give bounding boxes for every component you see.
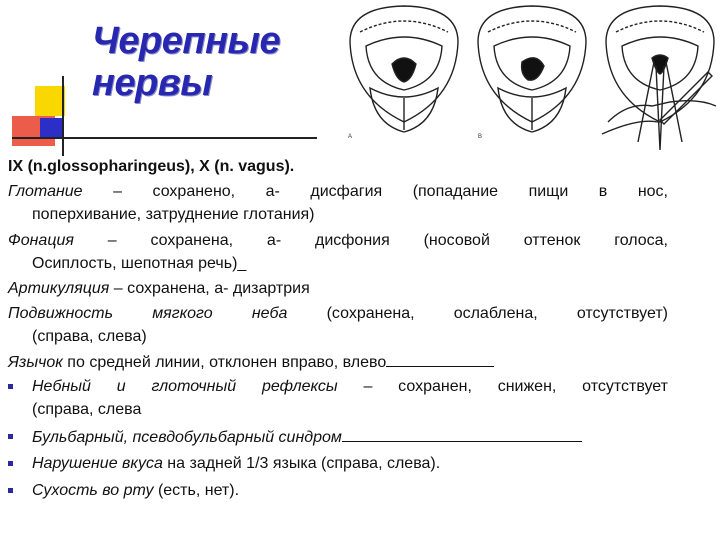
decor-vertical-line	[62, 76, 64, 156]
articulation-line	[8, 279, 310, 299]
uvula-text: по средней линии, отклонен вправо, влево	[62, 354, 387, 371]
slide-title	[92, 20, 280, 104]
articulation-term: Артикуляция	[8, 280, 110, 297]
palate-term: Подвижность мягкого неба	[8, 305, 288, 322]
swallow-line	[8, 182, 668, 202]
mouth-figure-b	[478, 6, 586, 132]
phonation-cont: Осиплость, шепотная речь)_	[32, 255, 247, 272]
dryness-term: Сухость во рту	[32, 482, 154, 499]
swallow-cont: поперхивание, затруднение глотания)	[32, 206, 315, 223]
bullet-marker	[8, 461, 13, 466]
reflexes-term: Небный и глоточный рефлексы	[32, 378, 338, 395]
bulbar-blank	[342, 427, 582, 442]
uvula-blank	[386, 352, 494, 367]
reflexes-line	[32, 377, 668, 397]
swallow-term: Глотание	[8, 183, 83, 200]
bulbar-term: Бульбарный, псевдобульбарный синдром	[32, 429, 342, 446]
bullet-marker	[8, 488, 13, 493]
taste-text: на задней 1/3 языка (справа, слева).	[162, 455, 441, 472]
dryness-line	[32, 481, 239, 501]
uvula-term: Язычок	[8, 354, 63, 371]
swallow-text: – сохранено, а- дисфагия (попадание пищи в нос,	[82, 183, 668, 200]
bullet-marker	[8, 384, 13, 389]
mouth-illustration	[342, 2, 720, 150]
bullet-marker	[8, 434, 13, 439]
title-line-1: Черепные	[92, 20, 281, 62]
title-line-2: нервы	[92, 62, 213, 104]
decor-blue-square	[40, 118, 62, 138]
figure-label-b: B	[478, 134, 483, 140]
bulbar-line	[32, 427, 582, 448]
palate-text: (сохранена, ослаблена, отсутствует)	[287, 305, 669, 322]
figure-label-a: A	[348, 134, 353, 140]
taste-line	[32, 454, 440, 474]
taste-term: Нарушение вкуса	[32, 455, 163, 472]
decor-horizontal-line	[12, 137, 317, 139]
phonation-text: – сохранена, а- дисфония (носовой оттенок голоса,	[73, 232, 668, 249]
phonation-line	[8, 231, 668, 251]
mouth-figure-a	[350, 6, 458, 132]
uvula-line	[8, 352, 494, 373]
mouth-figure-c	[602, 6, 716, 150]
phonation-term: Фонация	[8, 232, 74, 249]
decor-yellow-square	[35, 86, 65, 116]
nerve-heading: IX (n.glossopharingeus), X (n. vagus).	[8, 158, 295, 175]
palate-line	[8, 304, 668, 324]
palate-cont: (справа, слева)	[32, 328, 147, 345]
reflexes-cont: (справа, слева	[32, 401, 142, 418]
articulation-text: – сохранена, а- дизартрия	[109, 280, 310, 297]
reflexes-text: – сохранен, снижен, отсутствует	[337, 378, 668, 395]
dryness-text: (есть, нет).	[153, 482, 240, 499]
